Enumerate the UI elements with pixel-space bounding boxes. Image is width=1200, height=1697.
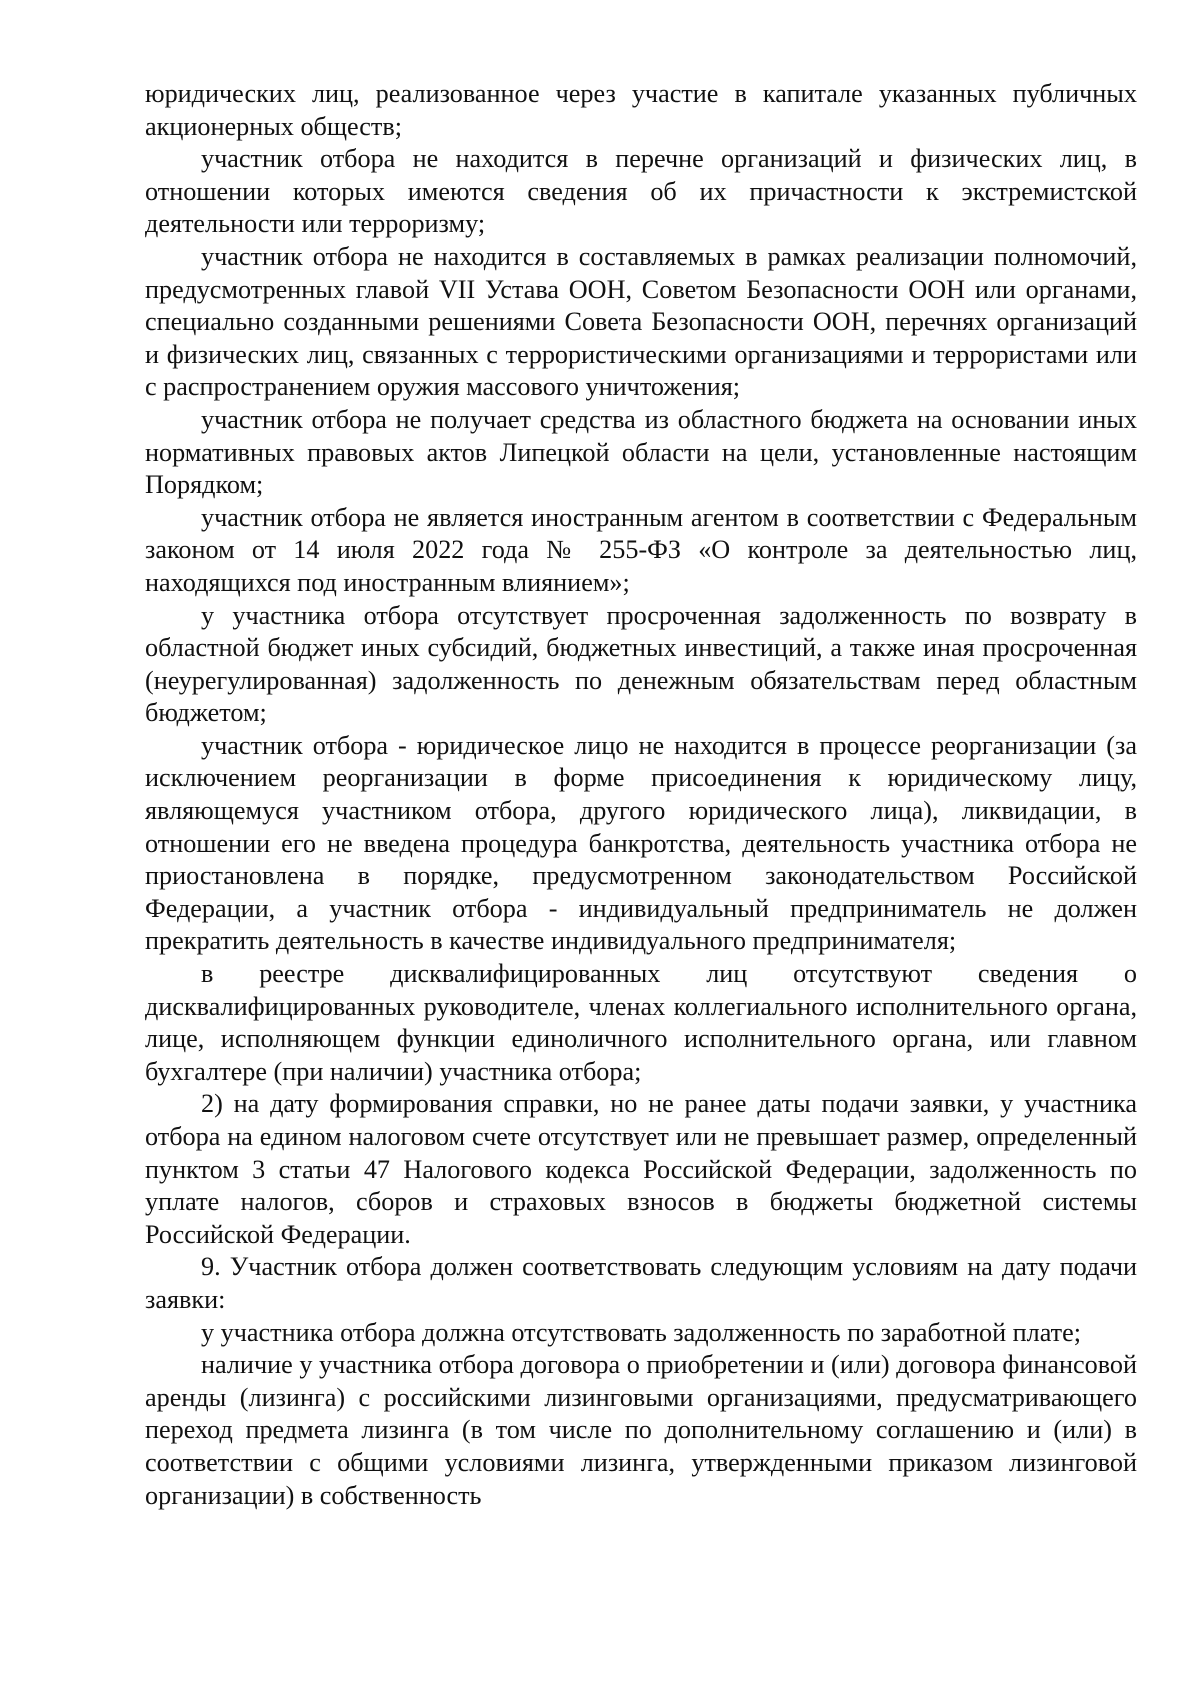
paragraph-3: участник отбора не находится в составляемых в рамках реализации полномочий, предусмотренных главой VII Устава ООН, Советом Безопасности ООН или органами, специально созданными решениями Совета Безопасности ООН, перечнях организаций и физических лиц, связанных с террористическими организациями и террористами или с распространением оружия массового уничтожения;	[145, 241, 1137, 402]
paragraph-1: юридических лиц, реализованное через участие в капитале указанных публичных акционерных обществ;	[145, 79, 1137, 141]
document-page	[145, 78, 1137, 1512]
paragraph-11: у участника отбора должна отсутствовать задолженность по заработной плате;	[201, 1317, 1082, 1347]
paragraph-7: участник отбора - юридическое лицо не находится в процессе реорганизации (за исключением реорганизации в форме присоединения к юридическому лицу, являющемуся участником отбора, другого юридического лица), ликвидации, в отношении его не введена процедура банкротства, деятельность участника отбора не приостановлена в порядке, предусмотренном законодательством Российской Федерации, а участник отбора - индивидуальный предприниматель не должен прекратить деятельность в качестве индивидуального предпринимателя;	[145, 730, 1137, 956]
paragraph-8: в реестре дисквалифицированных лиц отсутствуют сведения о дисквалифицированных руководителе, членах коллегиального исполнительного органа, лице, исполняющем функции единоличного исполнительного органа, или главном бухгалтере (при наличии) участника отбора;	[145, 959, 1137, 1086]
paragraph-12: наличие у участника отбора договора о приобретении и (или) договора финансовой аренды (лизинга) с российскими лизинговыми организациями, предусматривающего переход предмета лизинга (в том числе по дополнительному соглашению и (или) в соответствии с общими условиями лизинга, утвержденными приказом лизинговой организации) в собственность	[145, 1350, 1137, 1510]
paragraph-9: 2) на дату формирования справки, но не ранее даты подачи заявки, у участника отбора на едином налоговом счете отсутствует или не превышает размер, определенный пунктом 3 статьи 47 Налогового кодекса Российской Федерации, задолженность по уплате налогов, сборов и страховых взносов в бюджеты бюджетной системы Российской Федерации.	[145, 1089, 1137, 1249]
paragraph-2: участник отбора не находится в перечне организаций и физических лиц, в отношении которых имеются сведения об их причастности к экстремистской деятельности или терроризму;	[145, 144, 1137, 239]
paragraph-4: участник отбора не получает средства из областного бюджета на основании иных нормативных правовых актов Липецкой области на цели, установленные настоящим Порядком;	[145, 404, 1137, 500]
paragraph-5: участник отбора не является иностранным агентом в соответствии с Федеральным законом от 14 июля 2022 года № 255-ФЗ «О контроле за деятельностью лиц, находящихся под иностранным влиянием»;	[145, 502, 1137, 597]
paragraph-6: у участника отбора отсутствует просроченная задолженность по возврату в областной бюджет иных субсидий, бюджетных инвестиций, а также иная просроченная (неурегулированная) задолженность по денежным обязательствам перед областным бюджетом;	[145, 600, 1137, 728]
paragraph-10: 9. Участник отбора должен соответствовать следующим условиям на дату подачи заявки:	[145, 1252, 1137, 1314]
